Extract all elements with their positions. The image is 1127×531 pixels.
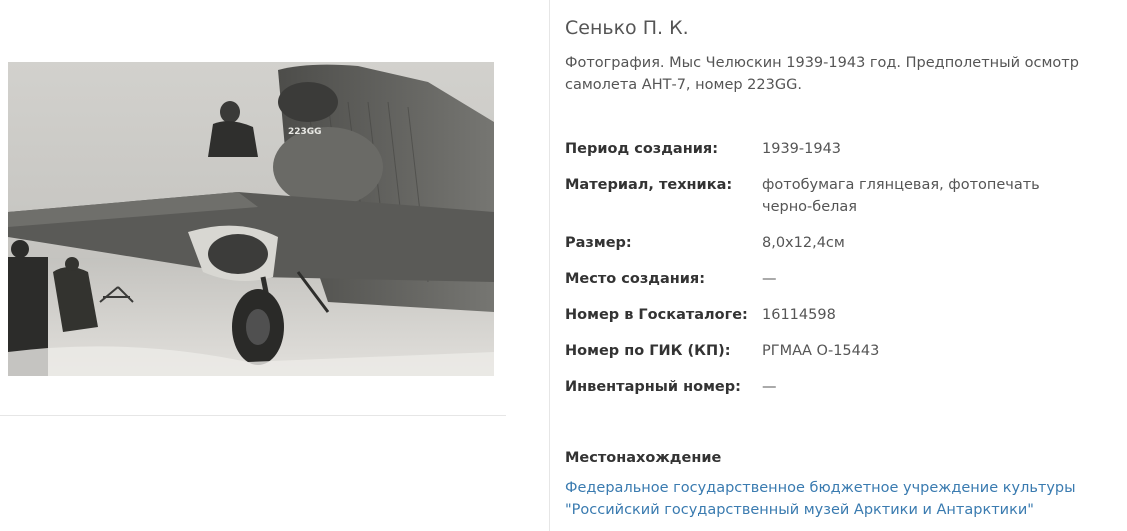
property-value: 8,0х12,4см [762, 235, 845, 251]
image-pane [0, 0, 506, 531]
property-value: — [762, 271, 777, 287]
property-value: — [762, 379, 777, 395]
image-divider [0, 415, 506, 416]
property-row-place [565, 268, 1105, 290]
property-label: Номер в Госкаталоге: [565, 307, 748, 323]
property-label: Место создания: [565, 271, 706, 287]
property-value: 1939-1943 [762, 141, 842, 157]
location-link[interactable]: Федеральное государственное бюджетное учреждение культуры "Российский государственный музей Арктики и Антарктики" [565, 480, 1076, 518]
pane-divider [549, 0, 550, 531]
property-label: Материал, техника: [565, 177, 733, 193]
property-label: Инвентарный номер: [565, 379, 741, 395]
property-label: Номер по ГИК (КП): [565, 343, 731, 359]
property-row-gik [565, 340, 1105, 362]
property-row-period [565, 138, 1105, 160]
property-value: РГМАА О-15443 [762, 343, 880, 359]
details-pane [565, 0, 1115, 531]
property-row-material [565, 174, 1105, 218]
properties-list [565, 138, 1105, 412]
location-title: Местонахождение [565, 450, 722, 466]
property-row-size [565, 232, 1105, 254]
property-value: 16114598 [762, 307, 836, 323]
property-row-goskatalog [565, 304, 1105, 326]
property-label: Размер: [565, 235, 632, 251]
property-label: Период создания: [565, 141, 718, 157]
photo-registration-text: 223GG [288, 127, 322, 137]
property-row-inventory [565, 376, 1105, 398]
property-value: фотобумага глянцевая, фотопечать черно-белая [762, 177, 1040, 215]
photo-image [8, 62, 494, 376]
description: Фотография. Мыс Челюскин 1939-1943 год. Предполетный осмотр самолета АНТ-7, номер 223GG. [565, 55, 1079, 93]
author-name: Сенько П. К. [565, 17, 689, 39]
artifact-photo[interactable] [8, 62, 494, 376]
